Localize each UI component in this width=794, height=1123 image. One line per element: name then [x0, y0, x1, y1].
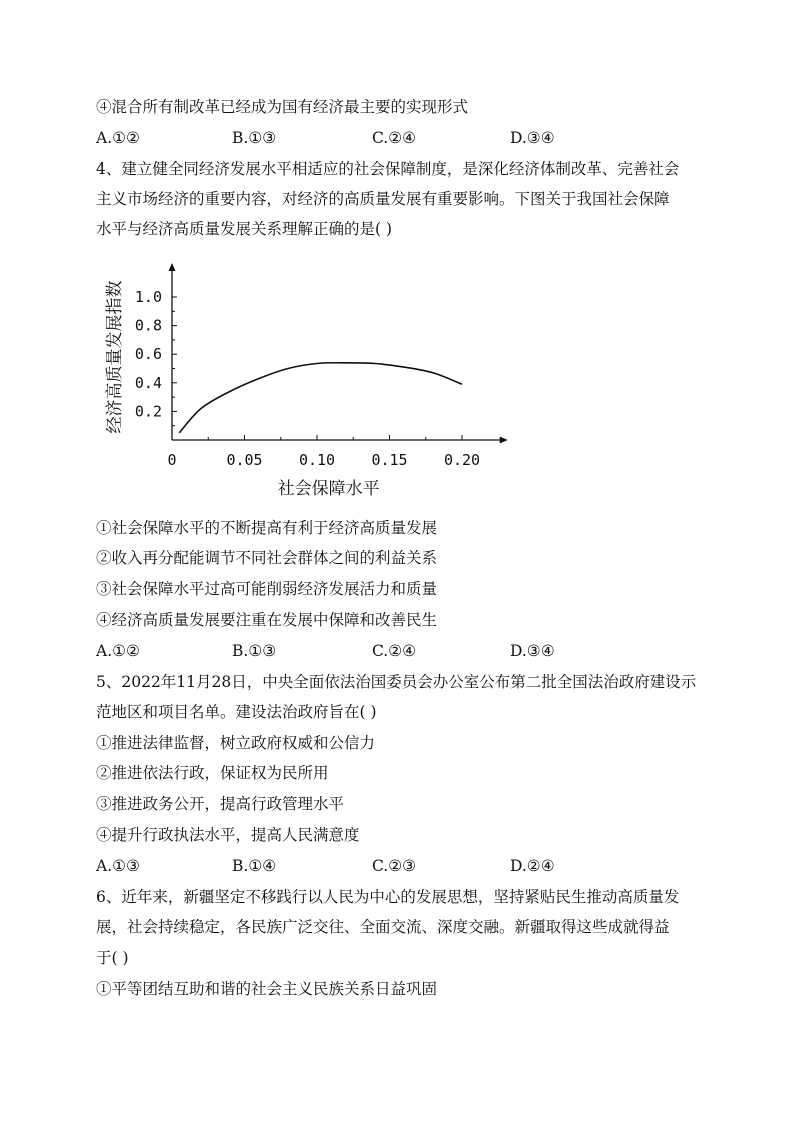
q4-stem-line-2: 主义市场经济的重要内容，对经济的高质量发展有重要影响。下图关于我国社会保障 — [96, 190, 670, 208]
x-tick-label: 0.20 — [443, 451, 481, 469]
x-tick-label: 0.10 — [298, 451, 336, 469]
q4-option-c[interactable]: C.②④ — [372, 642, 417, 660]
y-tick-label: 0.2 — [134, 402, 162, 421]
y-axis-arrow — [169, 263, 176, 271]
x-tick-label: 0.15 — [371, 451, 408, 469]
q5-statement-3: ③推进政务公开，提高行政管理水平 — [96, 795, 345, 813]
q4-stem-line-1: 4、建立健全同经济发展水平相适应的社会保障制度，是深化经济体制改革、完善社会 — [96, 160, 680, 178]
q5-option-d[interactable]: D.②④ — [510, 857, 555, 875]
q5-statement-1: ①推进法律监督，树立政府权威和公信力 — [96, 734, 376, 752]
y-tick-label: 0.8 — [134, 316, 162, 335]
q6-stem-line-3: 于( ) — [96, 949, 129, 967]
q5-stem-line-1: 5、2022年11月28日，中央全面依法治国委员会办公室公布第二批全国法治政府建设示 — [96, 673, 697, 691]
x-tick-label: 0.05 — [226, 451, 263, 469]
q4-option-b[interactable]: B.①③ — [232, 642, 277, 660]
q4-statement-4: ④经济高质量发展要注重在发展中保障和改善民生 — [96, 611, 438, 629]
y-axis-title: 经济高质量发展指数 — [105, 280, 125, 434]
q6-stem-line-1: 6、近年来，新疆坚定不移践行以人民为中心的发展思想，坚持紧贴民生推动高质量发 — [96, 888, 680, 906]
q3-option-b[interactable]: B.①③ — [232, 129, 277, 147]
y-tick-label: 0.4 — [134, 373, 162, 392]
y-tick-label: 0.6 — [134, 345, 162, 364]
q5-option-a[interactable]: A.①③ — [96, 857, 140, 875]
q5-option-c[interactable]: C.②③ — [372, 857, 417, 875]
q6-stem-line-2: 展，社会持续稳定，各民族广泛交往、全面交流、深度交融。新疆取得这些成就得益 — [96, 918, 670, 936]
x-axis-arrow — [500, 437, 508, 444]
y-tick-label: 1.0 — [134, 288, 162, 306]
q4-stem-line-3: 水平与经济高质量发展关系理解正确的是( ) — [96, 220, 393, 238]
q5-statement-2: ②推进依法行政，保证权为民所用 — [96, 764, 329, 782]
q3-option-d[interactable]: D.③④ — [510, 129, 555, 147]
q4-option-a[interactable]: A.①② — [96, 642, 140, 660]
q4-option-d[interactable]: D.③④ — [510, 642, 555, 660]
q4-statement-3: ③社会保障水平过高可能削弱经济发展活力和质量 — [96, 580, 438, 598]
q5-stem-line-2: 范地区和项目名单。建设法治政府旨在( ) — [96, 703, 377, 721]
q6-statement-1: ①平等团结互助和谐的社会主义民族关系日益巩固 — [96, 980, 438, 998]
q5-option-b[interactable]: B.①④ — [232, 857, 277, 875]
q3-statement-4: ④混合所有制改革已经成为国有经济最主要的实现形式 — [96, 98, 469, 116]
q4-line-chart — [96, 255, 516, 507]
q4-statement-1: ①社会保障水平的不断提高有利于经济高质量发展 — [96, 519, 438, 537]
q5-statement-4: ④提升行政执法水平，提高人民满意度 — [96, 826, 360, 844]
q3-option-c[interactable]: C.②④ — [372, 129, 417, 147]
series-line — [179, 363, 462, 433]
x-tick-label: 0 — [167, 451, 177, 469]
x-axis-title: 社会保障水平 — [277, 479, 380, 499]
q3-option-a[interactable]: A.①② — [96, 129, 140, 147]
q4-statement-2: ②收入再分配能调节不同社会群体之间的利益关系 — [96, 549, 438, 567]
